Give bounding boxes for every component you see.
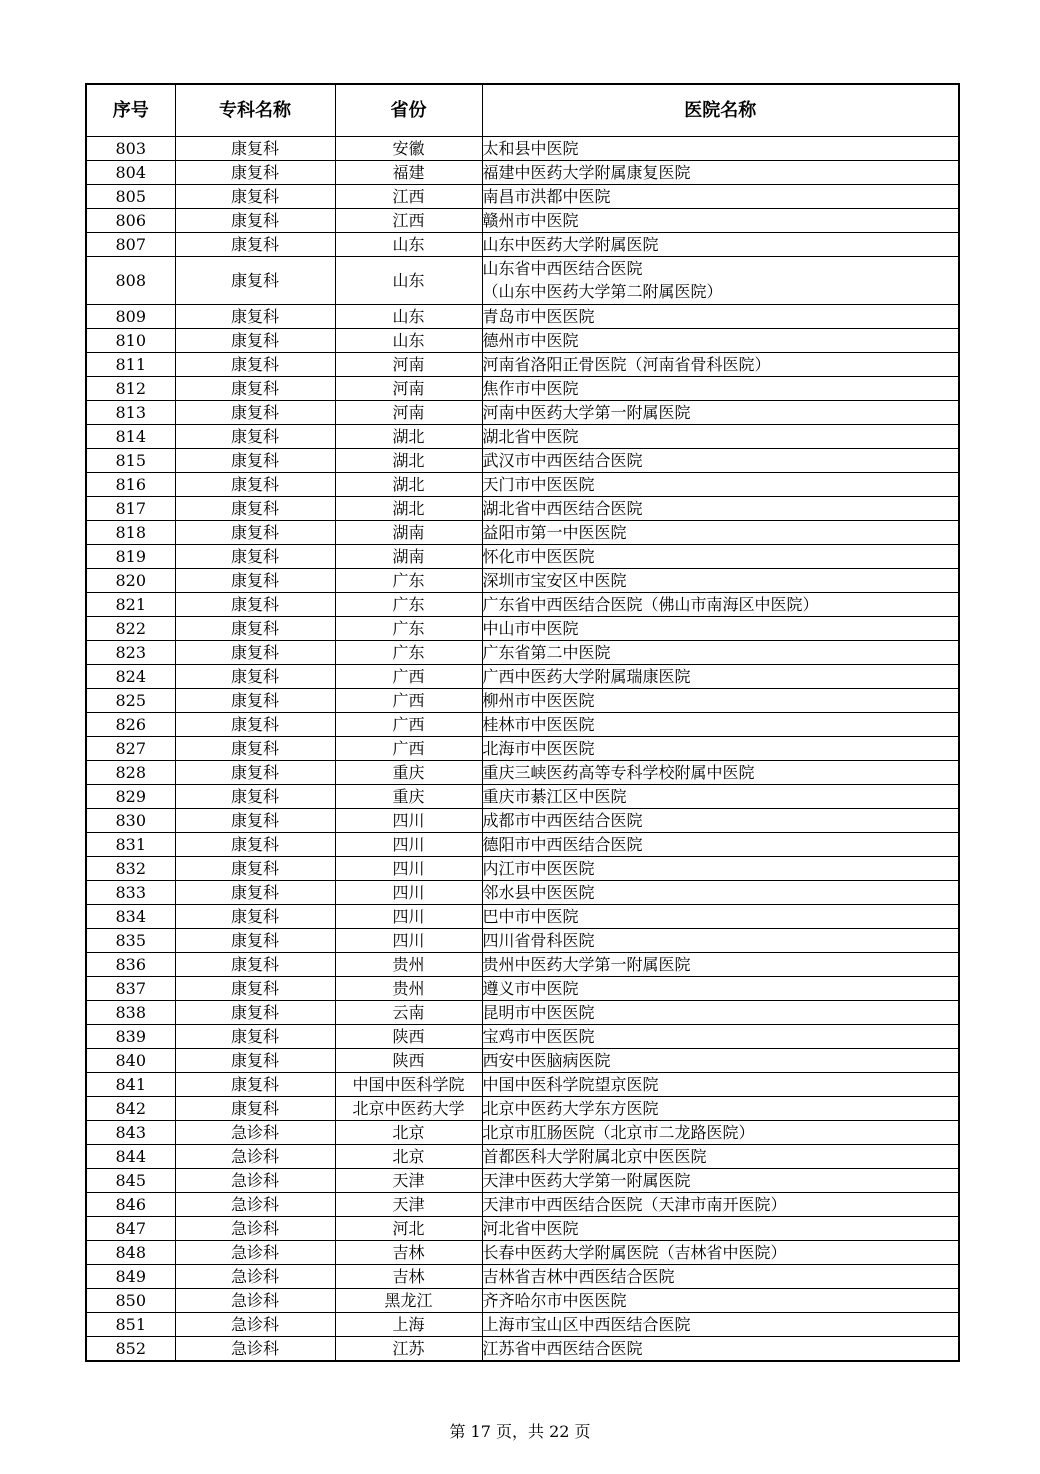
table-row xyxy=(86,1264,959,1288)
cell-hospital: 德州市中医院 xyxy=(482,328,959,352)
cell-specialty: 康复科 xyxy=(175,736,335,760)
cell-hospital: 山东省中西医结合医院 （山东中医药大学第二附属医院） xyxy=(482,256,959,304)
cell-serial: 835 xyxy=(86,928,175,952)
cell-serial: 842 xyxy=(86,1096,175,1120)
cell-province: 四川 xyxy=(335,928,482,952)
cell-province: 山东 xyxy=(335,256,482,304)
cell-serial: 849 xyxy=(86,1264,175,1288)
table-row xyxy=(86,784,959,808)
cell-serial: 832 xyxy=(86,856,175,880)
cell-serial: 846 xyxy=(86,1192,175,1216)
table-row xyxy=(86,856,959,880)
table-row xyxy=(86,160,959,184)
cell-province: 四川 xyxy=(335,880,482,904)
cell-specialty: 康复科 xyxy=(175,1048,335,1072)
cell-serial: 818 xyxy=(86,520,175,544)
cell-specialty: 康复科 xyxy=(175,952,335,976)
table-row xyxy=(86,472,959,496)
cell-serial: 844 xyxy=(86,1144,175,1168)
cell-specialty: 康复科 xyxy=(175,208,335,232)
cell-specialty: 急诊科 xyxy=(175,1240,335,1264)
table-row xyxy=(86,328,959,352)
cell-hospital: 广东省中西医结合医院（佛山市南海区中医院） xyxy=(482,592,959,616)
cell-serial: 843 xyxy=(86,1120,175,1144)
cell-specialty: 康复科 xyxy=(175,976,335,1000)
table-row xyxy=(86,496,959,520)
cell-province: 四川 xyxy=(335,856,482,880)
table-row xyxy=(86,1048,959,1072)
table-body xyxy=(86,136,959,1361)
cell-hospital: 上海市宝山区中西医结合医院 xyxy=(482,1312,959,1336)
table-row xyxy=(86,640,959,664)
cell-province: 四川 xyxy=(335,904,482,928)
cell-serial: 803 xyxy=(86,136,175,160)
cell-hospital: 广西中医药大学附属瑞康医院 xyxy=(482,664,959,688)
table-row xyxy=(86,664,959,688)
table-row xyxy=(86,1312,959,1336)
cell-specialty: 康复科 xyxy=(175,160,335,184)
cell-serial: 841 xyxy=(86,1072,175,1096)
cell-hospital: 广东省第二中医院 xyxy=(482,640,959,664)
cell-hospital: 太和县中医院 xyxy=(482,136,959,160)
cell-specialty: 急诊科 xyxy=(175,1336,335,1361)
table-row xyxy=(86,256,959,304)
cell-serial: 848 xyxy=(86,1240,175,1264)
cell-hospital: 武汉市中西医结合医院 xyxy=(482,448,959,472)
cell-province: 山东 xyxy=(335,232,482,256)
table-row xyxy=(86,376,959,400)
cell-province: 安徽 xyxy=(335,136,482,160)
table-row xyxy=(86,1024,959,1048)
cell-province: 湖北 xyxy=(335,448,482,472)
cell-specialty: 急诊科 xyxy=(175,1144,335,1168)
cell-province: 广东 xyxy=(335,616,482,640)
table-row xyxy=(86,880,959,904)
table-row xyxy=(86,952,959,976)
cell-hospital: 巴中市中医院 xyxy=(482,904,959,928)
cell-province: 北京中医药大学 xyxy=(335,1096,482,1120)
cell-serial: 815 xyxy=(86,448,175,472)
cell-hospital: 北京市肛肠医院（北京市二龙路医院） xyxy=(482,1120,959,1144)
table-row xyxy=(86,424,959,448)
cell-serial: 840 xyxy=(86,1048,175,1072)
cell-province: 重庆 xyxy=(335,760,482,784)
cell-serial: 834 xyxy=(86,904,175,928)
cell-province: 中国中医科学院 xyxy=(335,1072,482,1096)
table-row xyxy=(86,592,959,616)
cell-specialty: 康复科 xyxy=(175,904,335,928)
cell-hospital: 天津市中西医结合医院（天津市南开医院） xyxy=(482,1192,959,1216)
cell-hospital: 吉林省吉林中西医结合医院 xyxy=(482,1264,959,1288)
table-row xyxy=(86,1000,959,1024)
cell-serial: 829 xyxy=(86,784,175,808)
table-row xyxy=(86,928,959,952)
cell-hospital: 青岛市中医医院 xyxy=(482,304,959,328)
cell-province: 广西 xyxy=(335,688,482,712)
cell-hospital: 怀化市中医医院 xyxy=(482,544,959,568)
cell-hospital: 湖北省中医院 xyxy=(482,424,959,448)
cell-province: 贵州 xyxy=(335,976,482,1000)
cell-specialty: 康复科 xyxy=(175,424,335,448)
cell-province: 广东 xyxy=(335,592,482,616)
cell-specialty: 康复科 xyxy=(175,856,335,880)
cell-hospital: 河北省中医院 xyxy=(482,1216,959,1240)
cell-serial: 809 xyxy=(86,304,175,328)
cell-province: 广东 xyxy=(335,568,482,592)
table-row xyxy=(86,760,959,784)
cell-hospital: 江苏省中西医结合医院 xyxy=(482,1336,959,1361)
cell-serial: 852 xyxy=(86,1336,175,1361)
cell-serial: 825 xyxy=(86,688,175,712)
table-row xyxy=(86,808,959,832)
cell-specialty: 急诊科 xyxy=(175,1168,335,1192)
cell-province: 河南 xyxy=(335,376,482,400)
cell-province: 上海 xyxy=(335,1312,482,1336)
table-row xyxy=(86,712,959,736)
cell-hospital: 南昌市洪都中医院 xyxy=(482,184,959,208)
cell-specialty: 急诊科 xyxy=(175,1216,335,1240)
cell-province: 陕西 xyxy=(335,1048,482,1072)
cell-province: 湖北 xyxy=(335,424,482,448)
cell-serial: 822 xyxy=(86,616,175,640)
table-row xyxy=(86,1168,959,1192)
cell-specialty: 康复科 xyxy=(175,616,335,640)
cell-specialty: 康复科 xyxy=(175,784,335,808)
cell-hospital: 桂林市中医医院 xyxy=(482,712,959,736)
table-row xyxy=(86,1240,959,1264)
table-header-row xyxy=(86,84,959,136)
table-row xyxy=(86,1192,959,1216)
cell-province: 贵州 xyxy=(335,952,482,976)
cell-hospital: 深圳市宝安区中医院 xyxy=(482,568,959,592)
cell-specialty: 康复科 xyxy=(175,640,335,664)
cell-hospital: 贵州中医药大学第一附属医院 xyxy=(482,952,959,976)
cell-hospital: 天门市中医医院 xyxy=(482,472,959,496)
table-row xyxy=(86,1288,959,1312)
cell-province: 天津 xyxy=(335,1192,482,1216)
cell-specialty: 康复科 xyxy=(175,760,335,784)
table-row xyxy=(86,688,959,712)
table-row xyxy=(86,904,959,928)
cell-province: 湖南 xyxy=(335,520,482,544)
cell-specialty: 康复科 xyxy=(175,376,335,400)
cell-serial: 817 xyxy=(86,496,175,520)
cell-province: 湖北 xyxy=(335,472,482,496)
cell-hospital: 焦作市中医院 xyxy=(482,376,959,400)
cell-province: 湖南 xyxy=(335,544,482,568)
cell-serial: 824 xyxy=(86,664,175,688)
cell-specialty: 康复科 xyxy=(175,520,335,544)
cell-specialty: 康复科 xyxy=(175,184,335,208)
cell-serial: 807 xyxy=(86,232,175,256)
cell-serial: 850 xyxy=(86,1288,175,1312)
table-row xyxy=(86,520,959,544)
cell-hospital: 四川省骨科医院 xyxy=(482,928,959,952)
cell-serial: 836 xyxy=(86,952,175,976)
cell-province: 湖北 xyxy=(335,496,482,520)
cell-serial: 820 xyxy=(86,568,175,592)
table-row xyxy=(86,1096,959,1120)
cell-province: 河北 xyxy=(335,1216,482,1240)
cell-hospital: 内江市中医医院 xyxy=(482,856,959,880)
cell-specialty: 康复科 xyxy=(175,568,335,592)
cell-serial: 806 xyxy=(86,208,175,232)
cell-specialty: 康复科 xyxy=(175,472,335,496)
table-row xyxy=(86,304,959,328)
cell-specialty: 康复科 xyxy=(175,544,335,568)
cell-specialty: 康复科 xyxy=(175,1000,335,1024)
cell-serial: 831 xyxy=(86,832,175,856)
cell-specialty: 康复科 xyxy=(175,712,335,736)
cell-specialty: 康复科 xyxy=(175,1024,335,1048)
cell-hospital: 首都医科大学附属北京中医医院 xyxy=(482,1144,959,1168)
cell-specialty: 康复科 xyxy=(175,832,335,856)
table-row xyxy=(86,1336,959,1361)
table-row xyxy=(86,352,959,376)
cell-hospital: 柳州市中医医院 xyxy=(482,688,959,712)
cell-hospital: 天津中医药大学第一附属医院 xyxy=(482,1168,959,1192)
table-row xyxy=(86,568,959,592)
cell-serial: 814 xyxy=(86,424,175,448)
header-serial: 序号 xyxy=(86,84,175,136)
cell-specialty: 康复科 xyxy=(175,136,335,160)
cell-serial: 837 xyxy=(86,976,175,1000)
cell-province: 江西 xyxy=(335,208,482,232)
cell-serial: 812 xyxy=(86,376,175,400)
cell-hospital: 昆明市中医医院 xyxy=(482,1000,959,1024)
cell-serial: 805 xyxy=(86,184,175,208)
cell-serial: 819 xyxy=(86,544,175,568)
cell-specialty: 康复科 xyxy=(175,232,335,256)
cell-specialty: 康复科 xyxy=(175,448,335,472)
table-row xyxy=(86,1120,959,1144)
cell-province: 山东 xyxy=(335,304,482,328)
cell-hospital: 重庆三峡医药高等专科学校附属中医院 xyxy=(482,760,959,784)
cell-province: 吉林 xyxy=(335,1264,482,1288)
cell-province: 云南 xyxy=(335,1000,482,1024)
cell-serial: 827 xyxy=(86,736,175,760)
cell-serial: 813 xyxy=(86,400,175,424)
header-province: 省份 xyxy=(335,84,482,136)
table-row xyxy=(86,1216,959,1240)
cell-specialty: 康复科 xyxy=(175,304,335,328)
table-row xyxy=(86,976,959,1000)
cell-hospital: 长春中医药大学附属医院（吉林省中医院） xyxy=(482,1240,959,1264)
cell-hospital: 中国中医科学院望京医院 xyxy=(482,1072,959,1096)
cell-hospital: 遵义市中医院 xyxy=(482,976,959,1000)
cell-province: 江苏 xyxy=(335,1336,482,1361)
cell-hospital: 邻水县中医医院 xyxy=(482,880,959,904)
cell-specialty: 急诊科 xyxy=(175,1288,335,1312)
cell-serial: 821 xyxy=(86,592,175,616)
table-row xyxy=(86,400,959,424)
cell-specialty: 康复科 xyxy=(175,688,335,712)
table-row xyxy=(86,832,959,856)
cell-serial: 811 xyxy=(86,352,175,376)
cell-province: 广西 xyxy=(335,664,482,688)
header-specialty: 专科名称 xyxy=(175,84,335,136)
cell-serial: 833 xyxy=(86,880,175,904)
cell-hospital: 中山市中医院 xyxy=(482,616,959,640)
cell-province: 河南 xyxy=(335,400,482,424)
cell-specialty: 急诊科 xyxy=(175,1120,335,1144)
cell-serial: 847 xyxy=(86,1216,175,1240)
table-row xyxy=(86,1072,959,1096)
table-row xyxy=(86,544,959,568)
cell-hospital: 重庆市綦江区中医院 xyxy=(482,784,959,808)
cell-specialty: 康复科 xyxy=(175,328,335,352)
cell-province: 广西 xyxy=(335,712,482,736)
cell-serial: 839 xyxy=(86,1024,175,1048)
page-number-footer: 第 17 页，共 22 页 xyxy=(449,1422,591,1441)
header-hospital: 医院名称 xyxy=(482,84,959,136)
cell-specialty: 康复科 xyxy=(175,664,335,688)
cell-hospital: 赣州市中医院 xyxy=(482,208,959,232)
cell-specialty: 康复科 xyxy=(175,1096,335,1120)
cell-serial: 804 xyxy=(86,160,175,184)
cell-serial: 828 xyxy=(86,760,175,784)
cell-specialty: 急诊科 xyxy=(175,1312,335,1336)
cell-hospital: 宝鸡市中医医院 xyxy=(482,1024,959,1048)
cell-specialty: 康复科 xyxy=(175,400,335,424)
cell-specialty: 康复科 xyxy=(175,256,335,304)
cell-province: 北京 xyxy=(335,1144,482,1168)
cell-specialty: 康复科 xyxy=(175,496,335,520)
cell-serial: 830 xyxy=(86,808,175,832)
cell-province: 北京 xyxy=(335,1120,482,1144)
cell-serial: 851 xyxy=(86,1312,175,1336)
cell-hospital: 成都市中西医结合医院 xyxy=(482,808,959,832)
cell-hospital: 福建中医药大学附属康复医院 xyxy=(482,160,959,184)
cell-hospital: 河南省洛阳正骨医院（河南省骨科医院） xyxy=(482,352,959,376)
cell-specialty: 康复科 xyxy=(175,928,335,952)
table-row xyxy=(86,616,959,640)
table-row xyxy=(86,232,959,256)
table-row xyxy=(86,736,959,760)
cell-province: 黑龙江 xyxy=(335,1288,482,1312)
cell-hospital: 河南中医药大学第一附属医院 xyxy=(482,400,959,424)
cell-hospital: 山东中医药大学附属医院 xyxy=(482,232,959,256)
table-row xyxy=(86,208,959,232)
cell-serial: 810 xyxy=(86,328,175,352)
cell-province: 江西 xyxy=(335,184,482,208)
cell-specialty: 康复科 xyxy=(175,1072,335,1096)
cell-province: 吉林 xyxy=(335,1240,482,1264)
cell-hospital: 齐齐哈尔市中医医院 xyxy=(482,1288,959,1312)
cell-serial: 838 xyxy=(86,1000,175,1024)
cell-province: 天津 xyxy=(335,1168,482,1192)
table-row xyxy=(86,1144,959,1168)
cell-province: 河南 xyxy=(335,352,482,376)
cell-specialty: 急诊科 xyxy=(175,1192,335,1216)
cell-province: 重庆 xyxy=(335,784,482,808)
cell-province: 广西 xyxy=(335,736,482,760)
cell-province: 四川 xyxy=(335,808,482,832)
cell-specialty: 康复科 xyxy=(175,352,335,376)
cell-province: 山东 xyxy=(335,328,482,352)
cell-province: 陕西 xyxy=(335,1024,482,1048)
cell-hospital: 德阳市中西医结合医院 xyxy=(482,832,959,856)
cell-province: 福建 xyxy=(335,160,482,184)
table-row xyxy=(86,136,959,160)
cell-serial: 816 xyxy=(86,472,175,496)
cell-serial: 845 xyxy=(86,1168,175,1192)
hospital-list-table xyxy=(85,83,960,1362)
cell-specialty: 康复科 xyxy=(175,880,335,904)
cell-specialty: 康复科 xyxy=(175,592,335,616)
cell-serial: 808 xyxy=(86,256,175,304)
cell-serial: 823 xyxy=(86,640,175,664)
cell-hospital: 北京中医药大学东方医院 xyxy=(482,1096,959,1120)
cell-province: 广东 xyxy=(335,640,482,664)
cell-hospital: 北海市中医医院 xyxy=(482,736,959,760)
cell-hospital: 益阳市第一中医医院 xyxy=(482,520,959,544)
cell-specialty: 急诊科 xyxy=(175,1264,335,1288)
cell-province: 四川 xyxy=(335,832,482,856)
cell-hospital: 西安中医脑病医院 xyxy=(482,1048,959,1072)
table-row xyxy=(86,184,959,208)
cell-specialty: 康复科 xyxy=(175,808,335,832)
cell-serial: 826 xyxy=(86,712,175,736)
cell-hospital: 湖北省中西医结合医院 xyxy=(482,496,959,520)
table-row xyxy=(86,448,959,472)
